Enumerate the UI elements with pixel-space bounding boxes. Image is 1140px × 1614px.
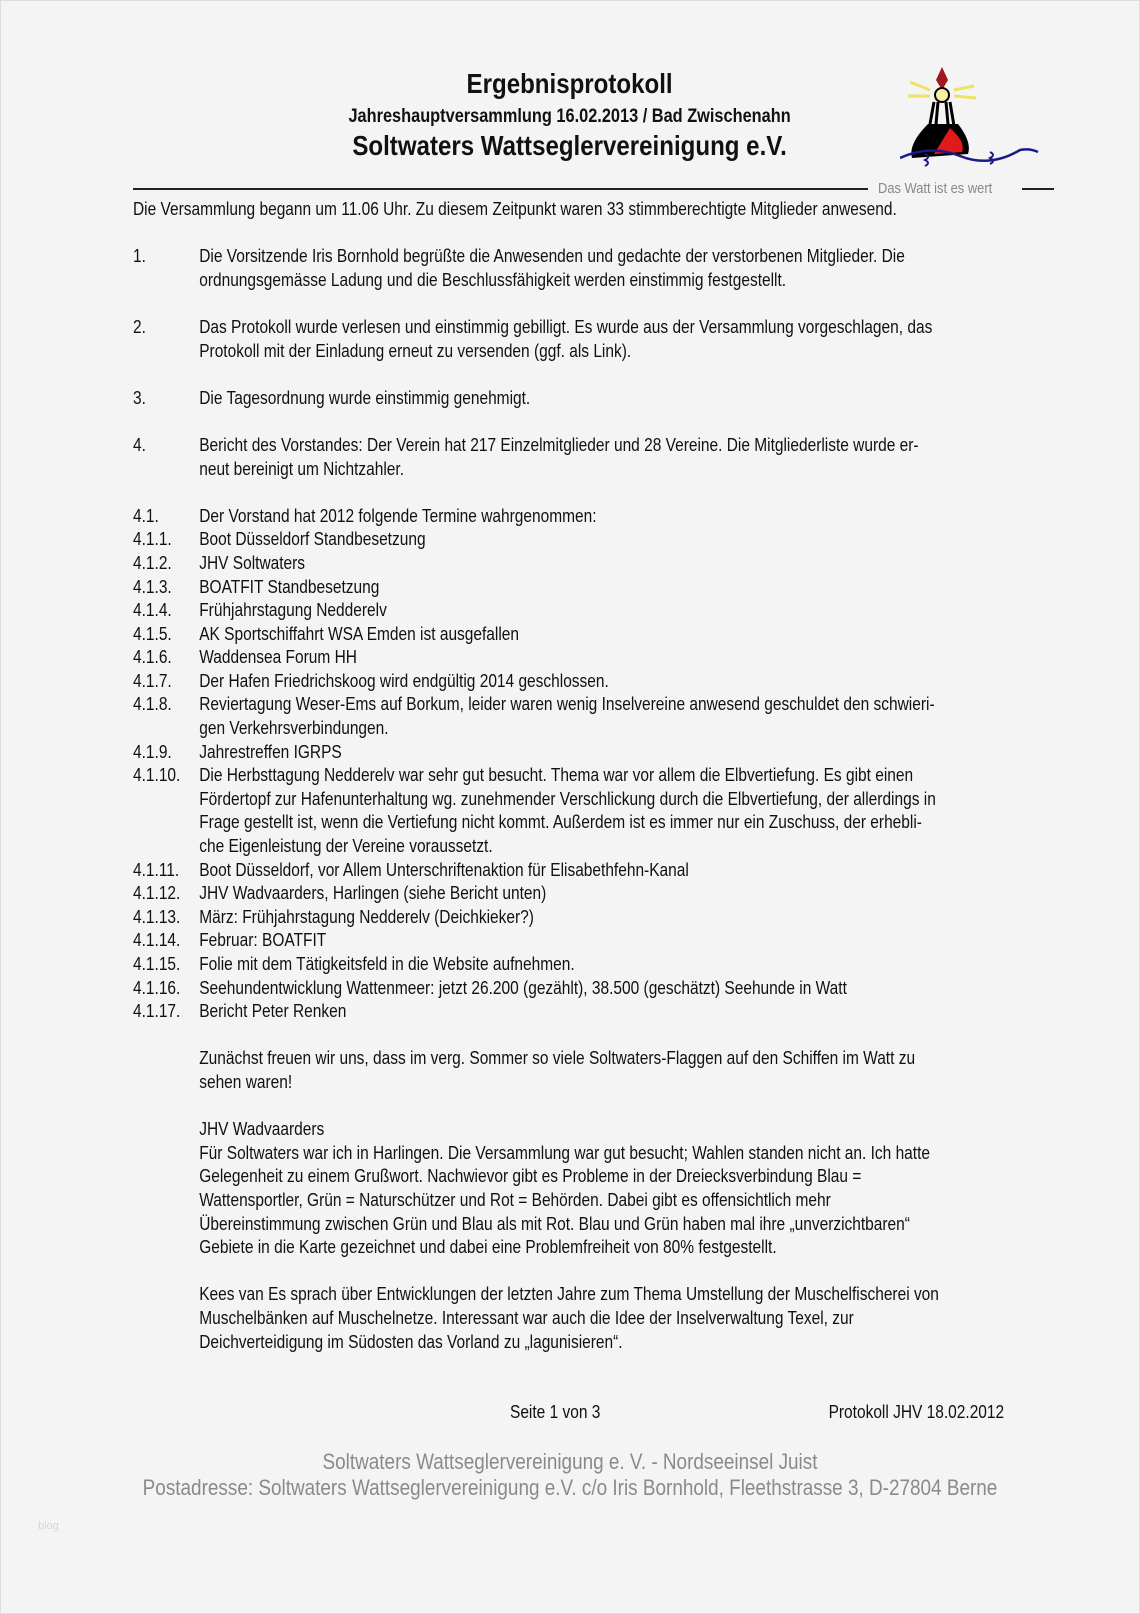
agenda-item [133,552,1010,576]
text-line: Wattensportler, Grün = Naturschützer und Rot = Behörden. Dabei gibt es offensichtlich mehr [199,1189,831,1210]
footer-address-line-1: Soltwaters Wattseglervereinigung e. V. - Nordseeinsel Juist [322,1449,818,1474]
item-number [133,1047,199,1094]
text-line: Frage gestellt ist, wenn die Vertiefung nicht kommt. Außerdem ist es immer nur ein Zuschuss, der erhebli- [199,812,922,833]
item-text [199,1118,1010,1260]
item-number: 4.1.7. [133,670,172,691]
item-number: 4.1.9. [133,741,172,762]
text-line: Deichverteidigung im Südosten das Vorland zu „lagunisieren“. [199,1331,623,1352]
item-text [133,198,1010,222]
item-number: 1. [133,246,146,267]
item-text [199,387,1010,411]
text-line: Bericht des Vorstandes: Der Verein hat 217 Einzelmitglieder und 28 Vereine. Die Mitgliederliste wurde er- [199,434,919,455]
tagline: Das Watt ist es wert [878,180,993,197]
item-text [199,1047,1010,1094]
text-line: Jahrestreffen IGRPS [199,741,342,762]
agenda-item [133,906,1010,930]
text-line: Waddensea Forum HH [199,647,357,668]
item-number: 4. [133,434,146,455]
item-text [199,764,1010,858]
item-text [199,977,1010,1001]
paragraph [133,198,1010,222]
item-text [199,670,1010,694]
item-text [199,623,1010,647]
item-number: 4.1.5. [133,623,172,644]
item-text [199,906,1010,930]
text-line: Der Hafen Friedrichskoog wird endgültig 2014 geschlossen. [199,670,609,691]
text-line: Zunächst freuen wir uns, dass im verg. Sommer so viele Soltwaters-Flaggen auf den Schiffen im Watt zu [199,1048,916,1069]
item-text [199,929,1010,953]
item-text [199,528,1010,552]
item-text [199,434,1010,481]
item-text [199,576,1010,600]
item-text [199,316,1010,363]
agenda-item [133,528,1010,552]
item-number [133,1118,199,1260]
agenda-item [133,929,1010,953]
text-line: AK Sportschiffahrt WSA Emden ist ausgefallen [199,623,520,644]
text-line: Muschelbänken auf Muschelnetze. Interessant war auch die Idee der Inselverwaltung Texel, zur [199,1307,854,1328]
text-line: Übereinstimmung zwischen Grün und Blau als mit Rot. Blau und Grün haben mal ihre „unverzichtbaren“ [199,1213,910,1234]
agenda-item [133,741,1010,765]
header-divider-left [133,188,868,190]
organization-name: Soltwaters Wattseglervereinigung e.V. [352,130,787,161]
agenda-item [133,245,1010,292]
agenda-item [133,953,1010,977]
text-line: Der Vorstand hat 2012 folgende Termine wahrgenommen: [199,505,597,526]
paragraph [133,1118,1010,1260]
text-line: Die Herbsttagung Nedderelv war sehr gut besucht. Thema war vor allem die Elbvertiefung. Es gibt einen [199,765,914,786]
item-number: 4.1.16. [133,977,181,998]
text-line: JHV Wadvaarders, Harlingen (siehe Bericht unten) [199,883,547,904]
text-line: Das Protokoll wurde verlesen und einstimmig gebilligt. Es wurde aus der Versammlung vorgeschlagen, das [199,316,933,337]
agenda-item [133,859,1010,883]
text-line: sehen waren! [199,1071,293,1092]
text-line: gen Verkehrsverbindungen. [199,718,389,739]
text-line: Die Versammlung begann um 11.06 Uhr. Zu diesem Zeitpunkt waren 33 stimmberechtigte Mitglieder anwesend. [133,199,897,219]
item-number: 4.1.13. [133,906,181,927]
item-number: 4.1.14. [133,930,181,951]
item-number: 4.1.17. [133,1001,181,1022]
agenda-item [133,623,1010,647]
text-line: Boot Düsseldorf, vor Allem Unterschriftenaktion für Elisabethfehn-Kanal [199,859,689,880]
text-line: Kees van Es sprach über Entwicklungen der letzten Jahre zum Thema Umstellung der Muschelfischerei von [199,1284,939,1305]
item-text [199,552,1010,576]
paragraph [133,1283,1010,1354]
item-text [199,953,1010,977]
text-line: BOATFIT Standbesetzung [199,576,380,597]
text-line: Folie mit dem Tätigkeitsfeld in die Website aufnehmen. [199,954,575,974]
agenda-item [133,599,1010,623]
agenda-item [133,646,1010,670]
agenda-item [133,505,1010,529]
text-line: Die Vorsitzende Iris Bornhold begrüßte die Anwesenden und gedachte der verstorbenen Mitglieder. Die [199,246,905,267]
item-text [199,245,1010,292]
text-line: März: Frühjahrstagung Nedderelv (Deichkieker?) [199,906,534,927]
item-text [199,505,1010,529]
agenda-item [133,977,1010,1001]
text-line: JHV Soltwaters [199,552,306,573]
agenda-item [133,434,1010,481]
text-line: Protokoll mit der Einladung erneut zu versenden (ggf. als Link). [199,340,632,361]
agenda-item [133,764,1010,858]
text-line: Reviertagung Weser-Ems auf Borkum, leider waren wenig Inselvereine anwesend geschuldet den schwieri- [199,694,935,715]
item-number: 3. [133,387,146,408]
watermark: blog [38,1520,59,1532]
document-reference: Protokoll JHV 18.02.2012 [828,1402,1004,1422]
item-number: 4.1. [133,505,159,526]
text-line: Frühjahrstagung Nedderelv [199,600,387,621]
item-number: 4.1.12. [133,883,181,904]
item-text [199,741,1010,765]
text-line: Bericht Peter Renken [199,1001,347,1022]
agenda-item [133,1000,1010,1024]
item-number: 4.1.11. [133,859,180,880]
text-line: Seehundentwicklung Wattenmeer: jetzt 26.200 (gezählt), 38.500 (geschätzt) Seehunde in Watt [199,977,847,998]
document-title: Ergebnisprotokoll [466,68,673,99]
header-divider-right [1022,188,1054,190]
item-text [199,1000,1010,1024]
paragraph [133,1047,1010,1094]
agenda-item [133,576,1010,600]
item-number: 4.1.1. [133,529,172,550]
item-number: 2. [133,316,146,337]
buoy-logo-icon [900,62,1040,172]
item-number: 4.1.2. [133,552,172,573]
text-line: Die Tagesordnung wurde einstimmig genehmigt. [199,387,531,408]
item-number: 4.1.6. [133,647,172,668]
text-line: Fördertopf zur Hafenunterhaltung wg. zunehmender Verschlickung durch die Elbvertiefung, der allerdings in [199,788,936,809]
item-text [199,859,1010,883]
document-body [133,198,1010,1354]
document-subtitle: Jahreshauptversammlung 16.02.2013 / Bad Zwischenahn [348,106,791,127]
text-line: che Eigenleistung der Vereine voraussetzt. [199,836,493,857]
item-text [199,693,1010,740]
text-line: Gelegenheit zu einem Grußwort. Nachwievor gibt es Probleme in der Dreiecksverbindung Blau = [199,1166,862,1187]
footer-address-line-2: Postadresse: Soltwaters Wattseglervereinigung e.V. c/o Iris Bornhold, Fleethstrasse 3, D-27804 Berne [142,1475,998,1500]
page-number: Seite 1 von 3 [510,1402,601,1422]
text-line: ordnungsgemässe Ladung und die Beschlussfähigkeit werden einstimmig festgestellt. [199,269,787,290]
item-number: 4.1.8. [133,694,172,715]
agenda-item [133,670,1010,694]
item-number [133,1283,199,1354]
item-number: 4.1.10. [133,765,181,786]
agenda-item [133,693,1010,740]
item-number: 4.1.4. [133,600,172,621]
text-line: neut bereinigt um Nichtzahler. [199,458,405,479]
text-line: JHV Wadvaarders [199,1119,325,1140]
text-line: Gebiete in die Karte gezeichnet und dabei eine Problemfreiheit von 80% festgestellt. [199,1237,777,1258]
item-text [199,1283,1010,1354]
agenda-item [133,387,1010,411]
item-number: 4.1.3. [133,576,172,597]
agenda-item [133,316,1010,363]
item-number: 4.1.15. [133,954,181,974]
agenda-item [133,882,1010,906]
text-line: Februar: BOATFIT [199,930,327,951]
item-text [199,646,1010,670]
text-line: Für Soltwaters war ich in Harlingen. Die Versammlung war gut besucht; Wahlen standen nicht an. Ich hatte [199,1142,931,1163]
text-line: Boot Düsseldorf Standbesetzung [199,529,426,550]
item-text [199,882,1010,906]
item-text [199,599,1010,623]
